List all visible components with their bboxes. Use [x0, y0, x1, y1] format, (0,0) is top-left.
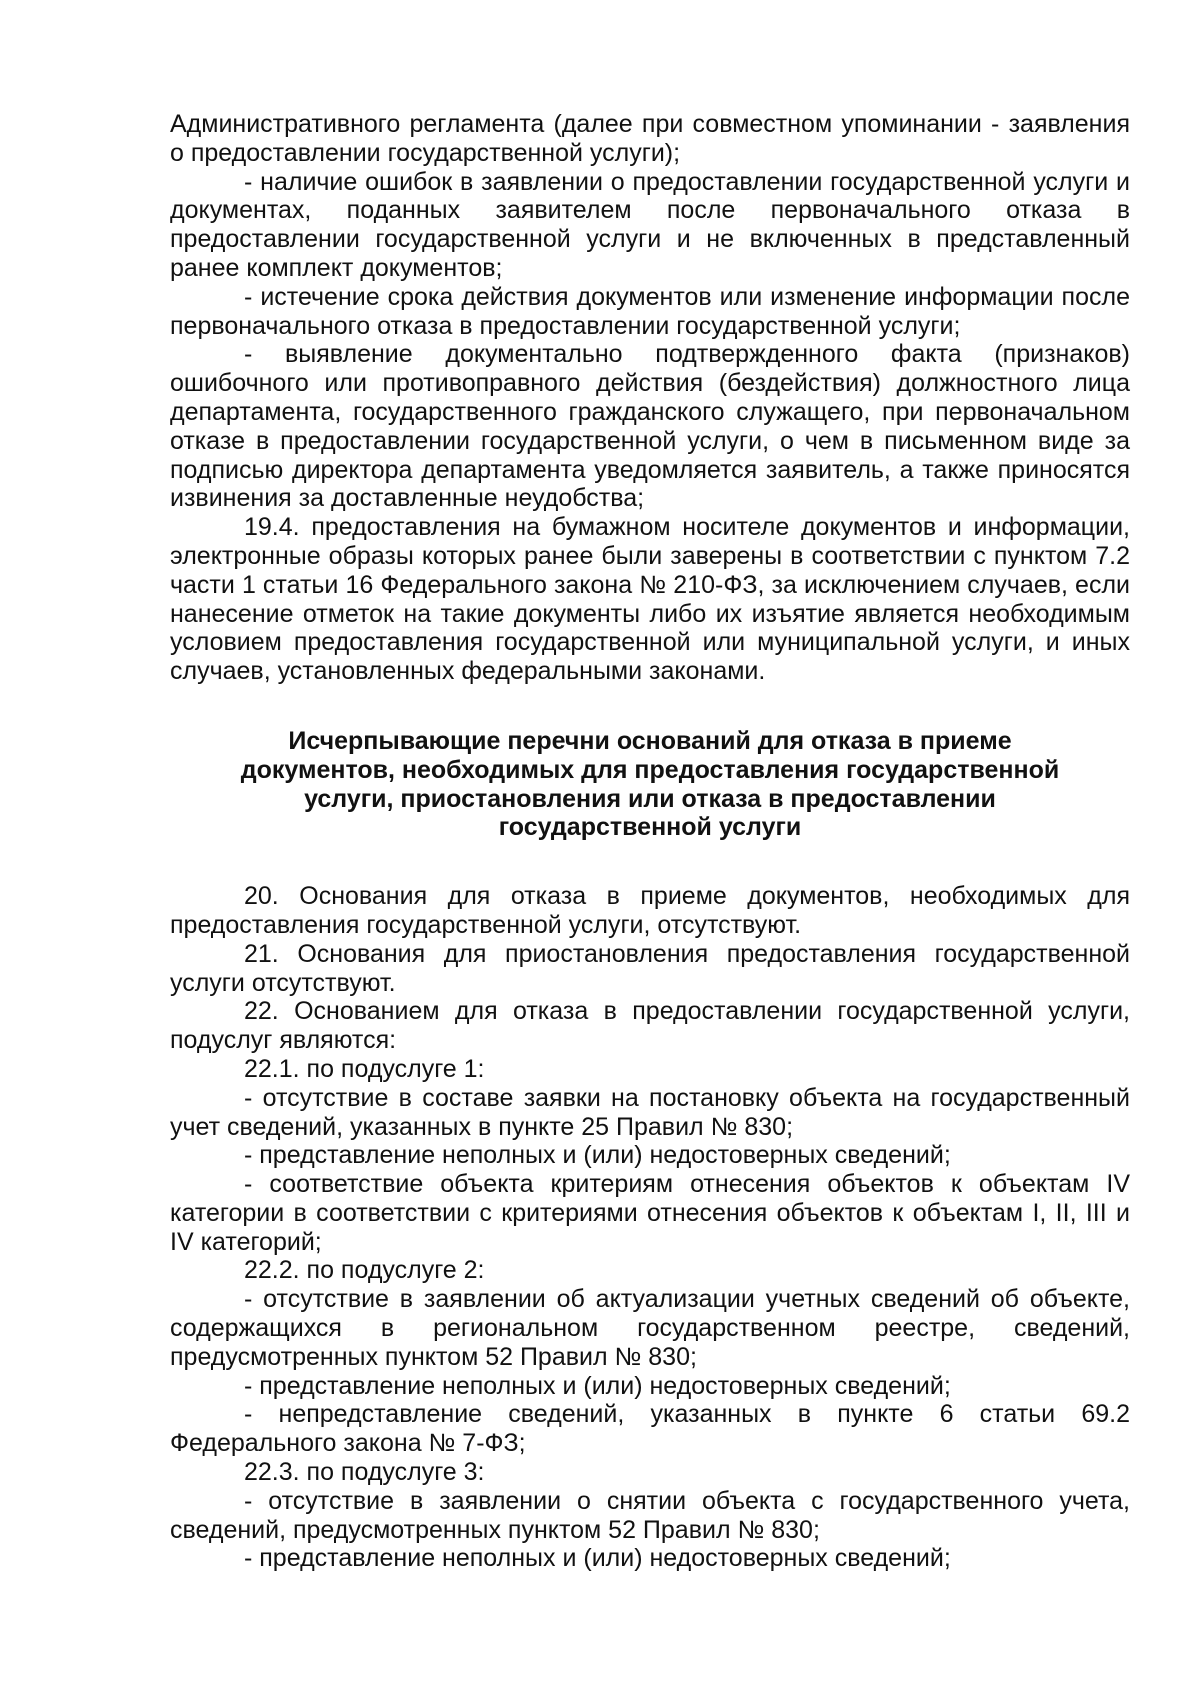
paragraph-21: 21. Основания для приостановления предоставления государственной услуги отсутствуют.: [170, 939, 1130, 997]
section-heading: [170, 727, 1130, 842]
document-page: [170, 110, 1130, 1573]
section-heading-line: государственной услуги: [498, 813, 802, 842]
paragraph-22-2: 22.2. по подуслуге 2:: [244, 1256, 485, 1285]
list-item: - отсутствие в составе заявки на постановку объекта на государственный учет сведений, указанных в пункте 25 Правил № 830;: [170, 1083, 1130, 1141]
paragraph-22-1: 22.1. по подуслуге 1:: [244, 1054, 485, 1083]
list-item: - отсутствие в заявлении об актуализации учетных сведений об объекте, содержащихся в региональном государственном реестре, сведений, предусмотренных пунктом 52 Правил № 830;: [170, 1285, 1130, 1371]
paragraph-errors-in-application: - наличие ошибок в заявлении о предоставлении государственной услуги и документах, поданных заявителем после первоначального отказа в предоставлении государственной услуги и не включенных в представленный ранее комплект документов;: [170, 167, 1130, 282]
list-item: - представление неполных и (или) недостоверных сведений;: [244, 1141, 951, 1170]
paragraph-continuation: Административного регламента (далее при совместном упоминании - заявления о предоставлении государственной услуги);: [170, 110, 1130, 167]
list-item: - представление неполных и (или) недостоверных сведений;: [244, 1544, 951, 1573]
section-heading-line: документов, необходимых для предоставления государственной: [240, 755, 1060, 784]
paragraph-19-4: 19.4. предоставления на бумажном носителе документов и информации, электронные образы которых ранее были заверены в соответствии с пунктом 7.2 части 1 статьи 16 Федерального закона № 210-ФЗ, за исключением случаев, если нанесение отметок на такие документы либо их изъятие является необходимым условием предоставления государственной или муниципальной услуги, и иных случаев, установленных федеральными законами.: [170, 513, 1130, 686]
paragraph-22: 22. Основанием для отказа в предоставлении государственной услуги, подуслуг являются:: [170, 997, 1130, 1055]
paragraph-document-expiry: - истечение срока действия документов или изменение информации после первоначального отказа в предоставлении государственной услуги;: [170, 282, 1130, 340]
list-item: - представление неполных и (или) недостоверных сведений;: [244, 1371, 951, 1400]
section-heading-line: Исчерпывающие перечни оснований для отказа в приеме: [288, 726, 1012, 755]
paragraph-official-error: - выявление документально подтвержденного факта (признаков) ошибочного или противоправного действия (бездействия) должностного лица департамента, государственного гражданского служащего, при первоначальном отказе в предоставлении государственной услуги, о чем в письменном виде за подписью директора департамента уведомляется заявитель, а также приносятся извинения за доставленные неудобства;: [170, 340, 1130, 513]
list-item: - непредставление сведений, указанных в пункте 6 статьи 69.2 Федерального закона № 7-ФЗ;: [170, 1400, 1130, 1458]
list-item: - отсутствие в заявлении о снятии объекта с государственного учета, сведений, предусмотренных пунктом 52 Правил № 830;: [170, 1486, 1130, 1544]
list-item: - соответствие объекта критериям отнесения объектов к объектам IV категории в соответствии с критериями отнесения объектов к объектам I, II, III и IV категорий;: [170, 1170, 1130, 1256]
section-heading-line: услуги, приостановления или отказа в предоставлении: [304, 784, 996, 813]
paragraph-22-3: 22.3. по подуслуге 3:: [244, 1458, 485, 1487]
paragraph-20: 20. Основания для отказа в приеме документов, необходимых для предоставления государственной услуги, отсутствуют.: [170, 882, 1130, 939]
